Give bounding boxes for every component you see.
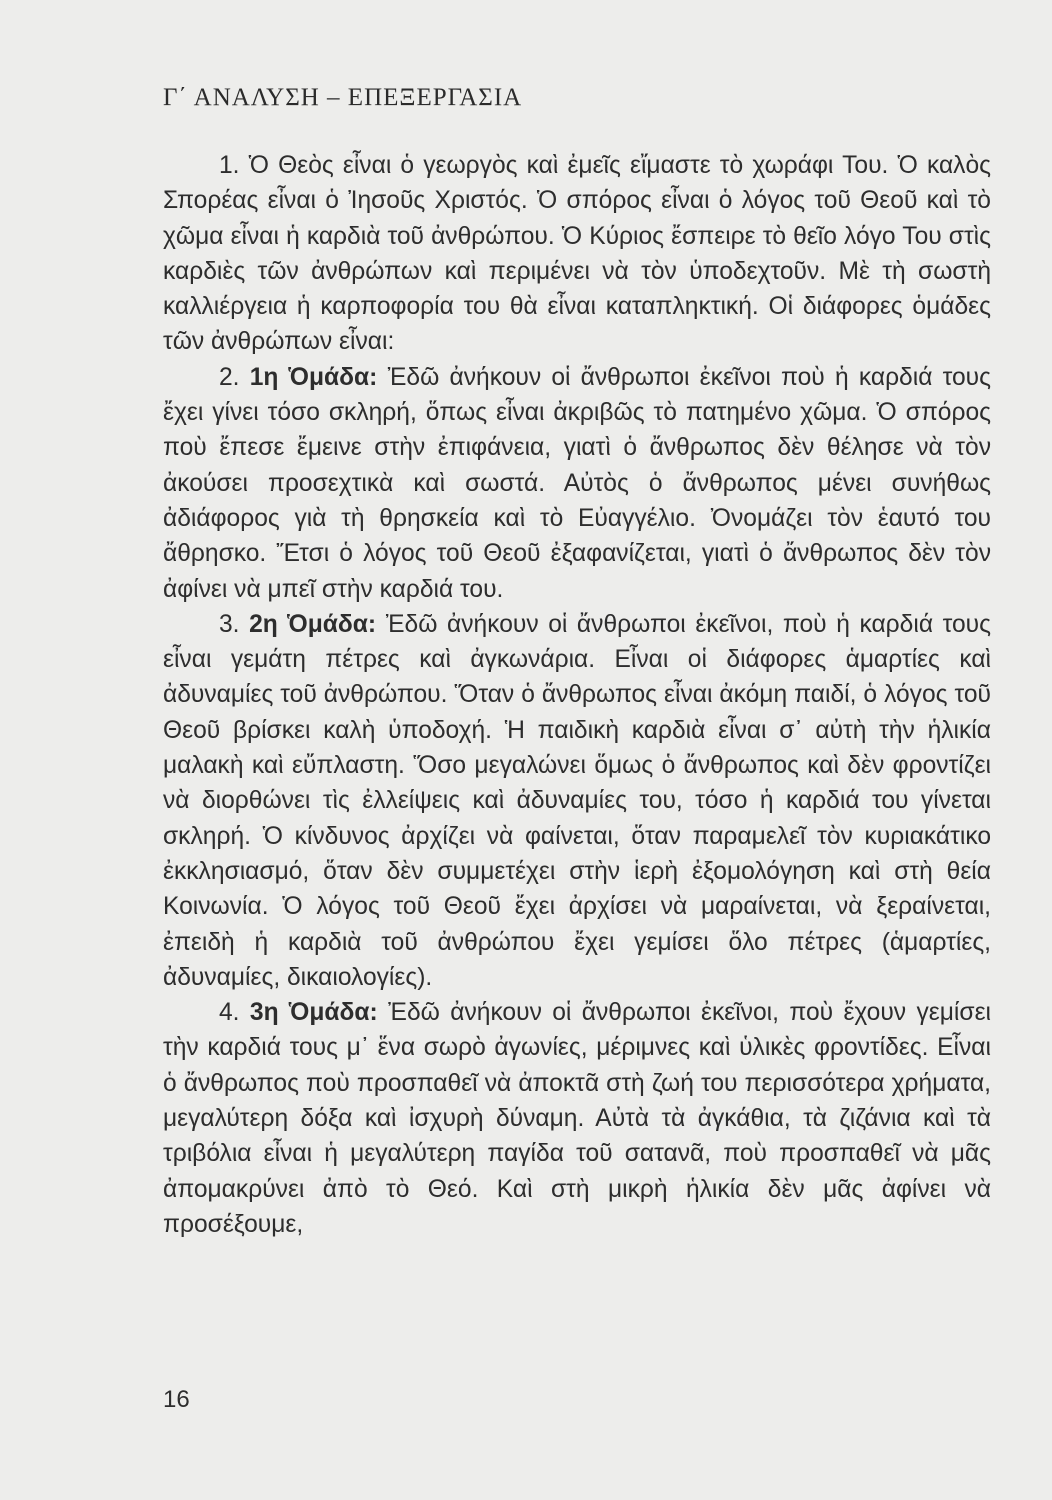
paragraph-4 bbox=[163, 995, 991, 1242]
paragraph-text: Ἐδῶ ἀνήκουν οἱ ἄνθρωποι ἐκεῖνοι ποὺ ἡ καρδιά τους ἔχει γίνει τόσο σκληρή, ὅπως εἶναι ἀκριβῶς τὸ πατημένο χῶμα. Ὁ σπόρος ποὺ ἔπεσε ἔμεινε στὴν ἐπιφάνεια, γιατὶ ὁ ἄνθρωπος δὲν θέλησε νὰ τὸν ἀκούσει προσεχτικὰ καὶ σωστά. Αὐτὸς ὁ ἄνθρωπος μένει συνήθως ἀδιάφορος γιὰ τὴ θρησκεία καὶ τὸ Εὐαγγέλιο. Ὀνομάζει τὸν ἑαυτό του ἄθρησκο. Ἔτσι ὁ λόγος τοῦ Θεοῦ ἐξαφανίζεται, γιατὶ ὁ ἄνθρωπος δὲν τὸν ἀφίνει νὰ μπεῖ στὴν καρδιά του. bbox=[163, 363, 991, 603]
paragraph-1 bbox=[163, 148, 991, 360]
page-number: 16 bbox=[163, 1386, 190, 1413]
paragraph-number: 3. bbox=[219, 610, 240, 638]
body-text bbox=[163, 148, 991, 1242]
section-heading: Γ΄ ΑΝΑΛΥΣΗ – ΕΠΕΞΕΡΓΑΣΙΑ bbox=[163, 84, 523, 111]
paragraph-text: Ἐδῶ ἀνήκουν οἱ ἄνθρωποι ἐκεῖνοι, ποὺ ἔχουν γεμίσει τὴν καρδιά τους μ᾽ ἕνα σωρὸ ἀγωνίες, μέριμνες καὶ ὑλικὲς φροντίδες. Εἶναι ὁ ἄνθρωπος ποὺ προσπαθεῖ νὰ ἀποκτᾶ στὴ ζωή του περισσότερα χρήματα, μεγαλύτερη δόξα καὶ ἰσχυρὴ δύναμη. Αὐτὰ τὰ ἀγκάθια, τὰ ζιζάνια καὶ τὰ τριβόλια εἶναι ἡ μεγαλύτερη παγίδα τοῦ σατανᾶ, ποὺ προσπαθεῖ νὰ μᾶς ἀπομακρύνει ἀπὸ τὸ Θεό. Καὶ στὴ μικρὴ ἡλικία δὲν μᾶς ἀφίνει νὰ προσέξουμε, bbox=[163, 999, 992, 1238]
paragraph-number: 2. bbox=[219, 363, 240, 391]
paragraph-number: 1. bbox=[219, 152, 240, 179]
paragraph-text: Ἐδῶ ἀνήκουν οἱ ἄνθρωποι ἐκεῖνοι, ποὺ ἡ καρδιά τους εἶναι γεμάτη πέτρες καὶ ἀγκωνάρια. Εἶναι οἱ διάφορες ἁμαρτίες καὶ ἀδυναμίες τοῦ ἀνθρώπου. Ὅταν ὁ ἄνθρωπος εἶναι ἀκόμη παιδί, ὁ λόγος τοῦ Θεοῦ βρίσκει καλὴ ὑποδοχή. Ἡ παιδικὴ καρδιὰ εἶναι σ᾽ αὐτὴ τὴν ἡλικία μαλακὴ καὶ εὔπλαστη. Ὅσο μεγαλώνει ὅμως ὁ ἄνθρωπος καὶ δὲν φροντίζει νὰ διορθώνει τὶς ἐλλείψεις καὶ ἀδυναμίες του, τόσο ἡ καρδιά του γίνεται σκληρή. Ὁ κίνδυνος ἀρχίζει νὰ φαίνεται, ὅταν παραμελεῖ τὸν κυριακάτικο ἐκκλησιασμό, ὅταν δὲν συμμετέχει στὴν ἱερὴ ἐξομολόγηση καὶ στὴ θεία Κοινωνία. Ὁ λόγος τοῦ Θεοῦ ἔχει ἀρχίσει νὰ μαραίνεται, νὰ ξεραίνεται, ἐπειδὴ ἡ καρδιὰ τοῦ ἀνθρώπου ἔχει γεμίσει ὅλο πέτρες (ἁμαρτίες, ἀδυναμίες, δικαιολογίες). bbox=[163, 610, 991, 991]
paragraph-text: Ὁ Θεὸς εἶναι ὁ γεωργὸς καὶ ἐμεῖς εἴμαστε τὸ χωράφι Του. Ὁ καλὸς Σπορέας εἶναι ὁ Ἰησοῦς Χριστός. Ὁ σπόρος εἶναι ὁ λόγος τοῦ Θεοῦ καὶ τὸ χῶμα εἶναι ἡ καρδιὰ τοῦ ἀνθρώπου. Ὁ Κύριος ἔσπειρε τὸ θεῖο λόγο Του στὶς καρδιὲς τῶν ἀνθρώπων καὶ περιμένει νὰ τὸν ὑποδεχτοῦν. Μὲ τὴ σωστὴ καλλιέργεια ἡ καρποφορία του θὰ εἶναι καταπληκτική. Οἱ διάφορες ὁμάδες τῶν ἀνθρώπων εἶναι: bbox=[163, 152, 991, 356]
group-label: 1η Ὁμάδα: bbox=[249, 363, 378, 391]
paragraph-3 bbox=[163, 607, 991, 995]
group-label: 3η Ὁμάδα: bbox=[249, 999, 378, 1027]
paragraph-2 bbox=[163, 360, 991, 607]
group-label: 2η Ὁμάδα: bbox=[249, 610, 377, 638]
paragraph-number: 4. bbox=[219, 999, 240, 1027]
